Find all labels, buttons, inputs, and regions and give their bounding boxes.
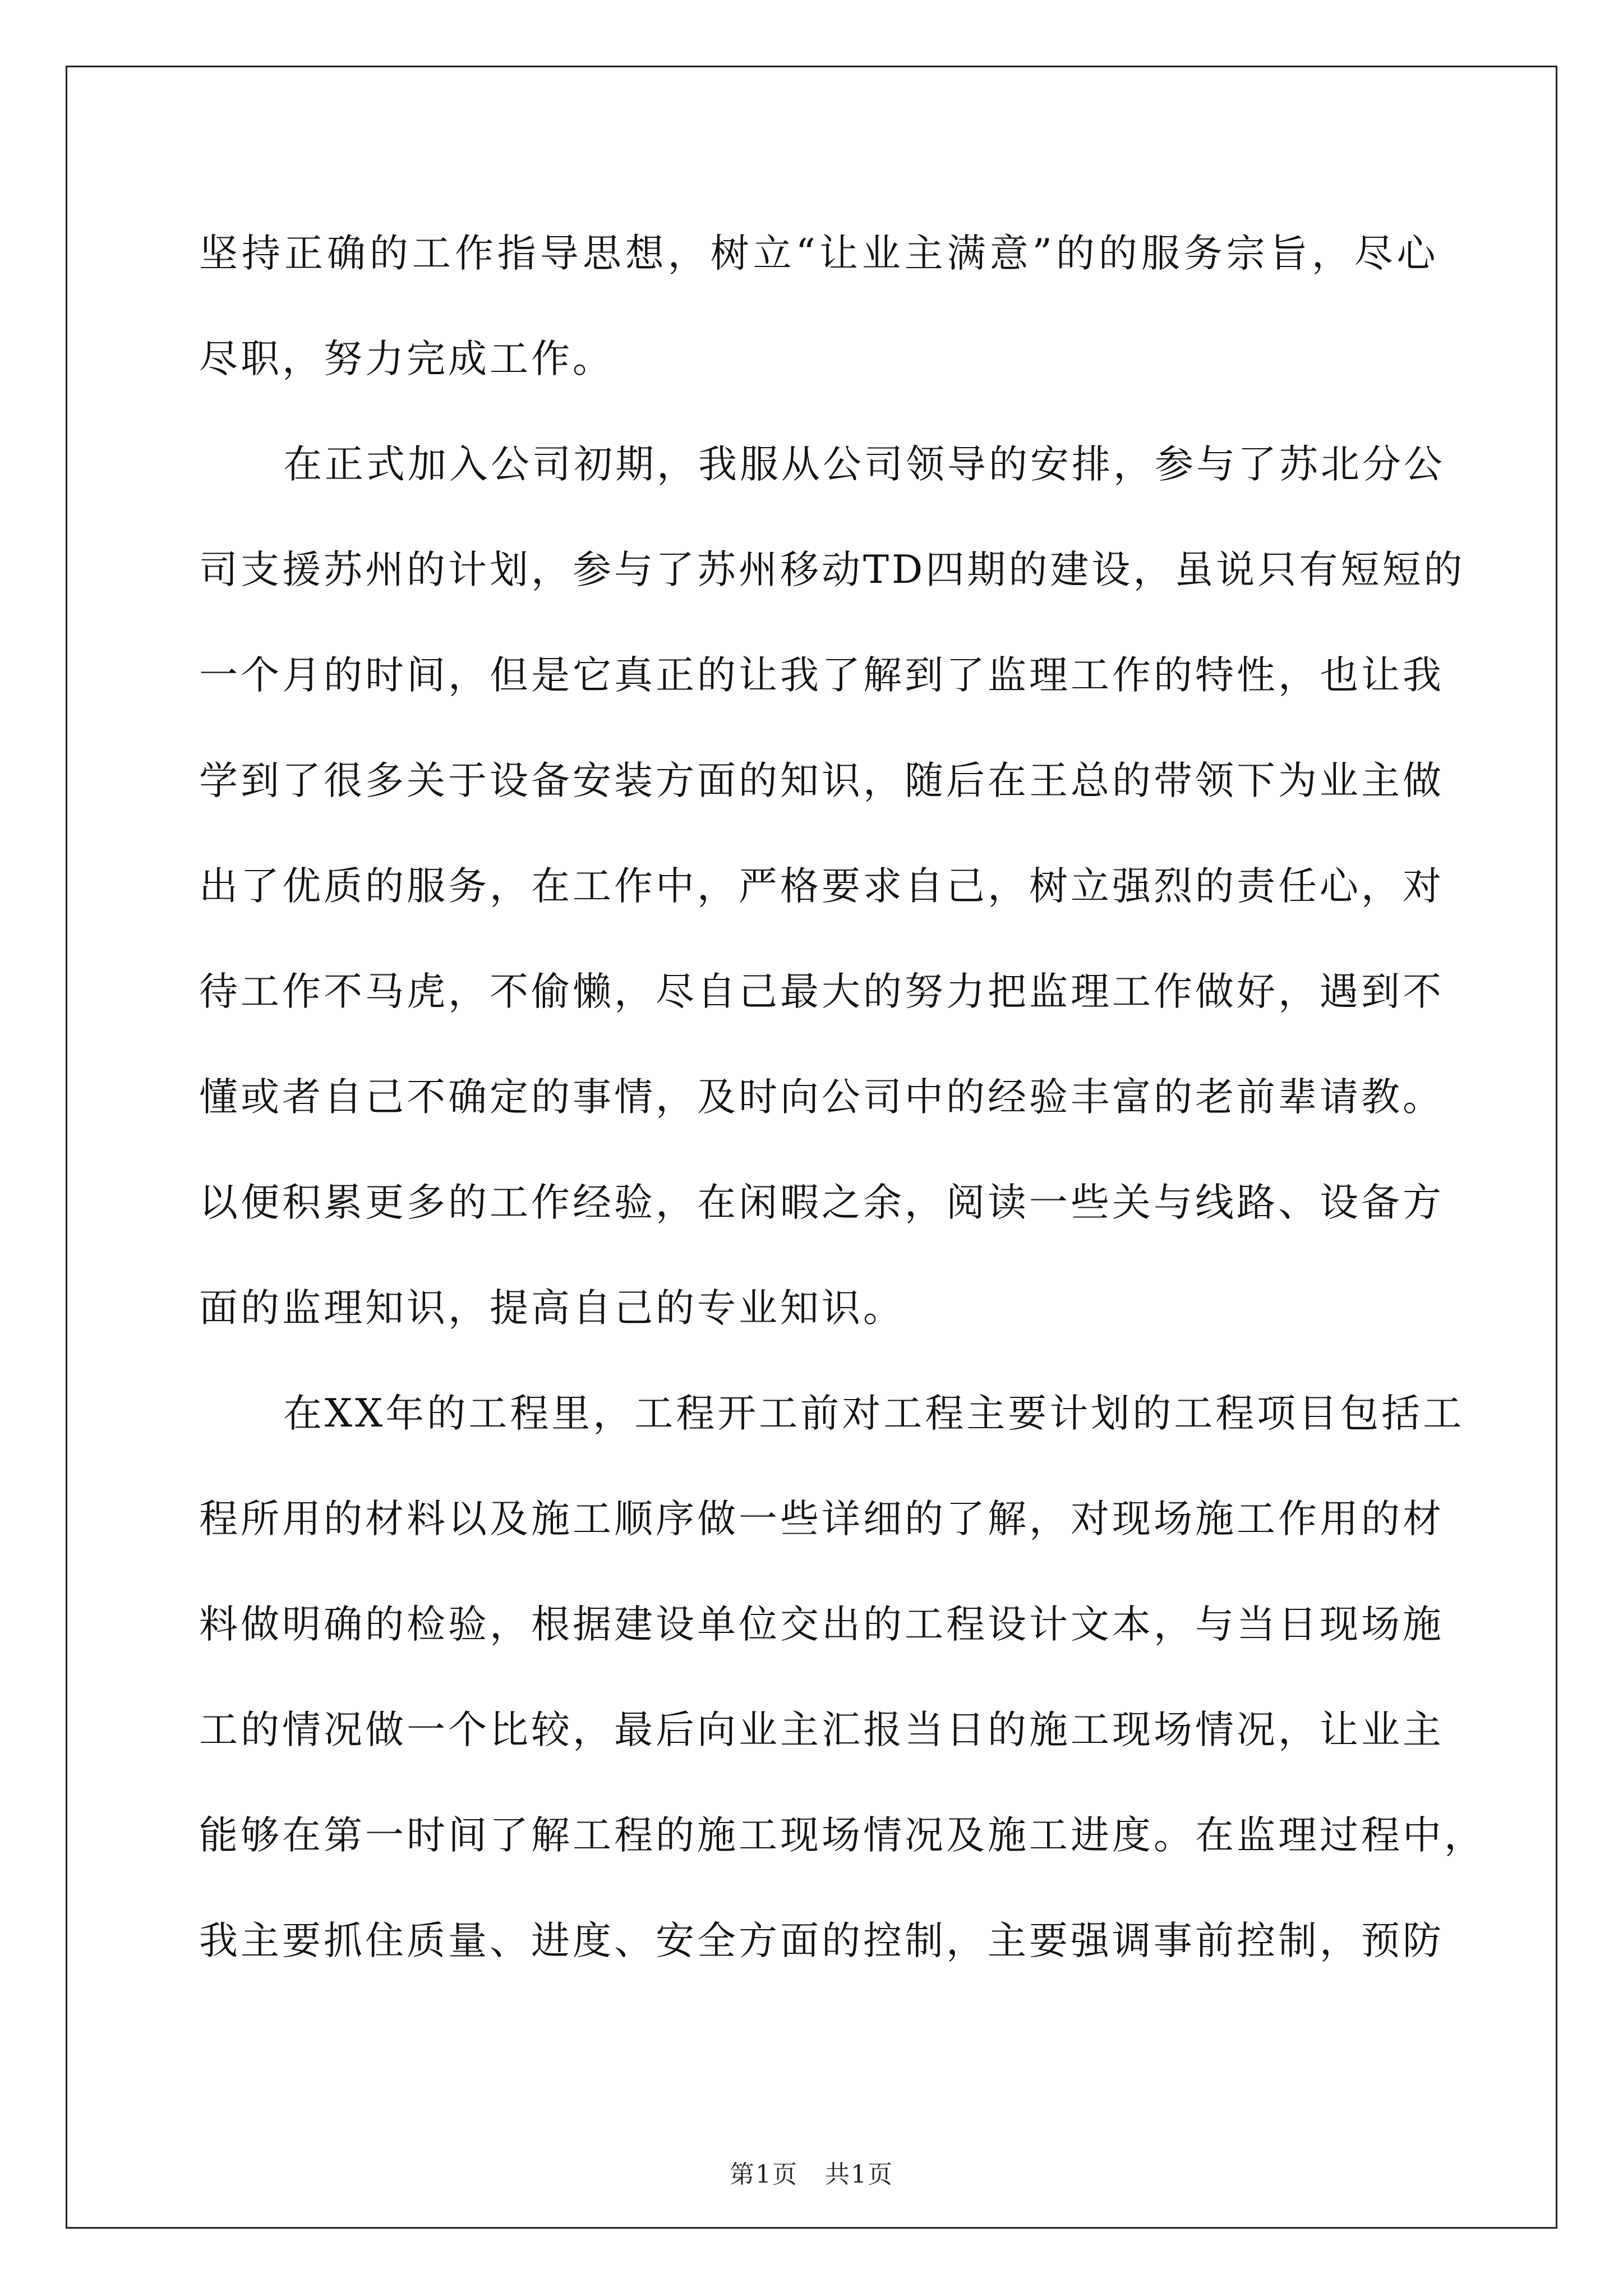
text-line: 以 便 积 累 更 多 的 工 作 经 验 ， 在 闲 暇 之 余 ， 阅 读 一 些 关 与 线 路 、 设 备 方 (199, 1180, 1444, 1225)
page-total: 共1页 (824, 2160, 893, 2189)
document-body (199, 201, 1486, 1994)
text-line: 工 的 情 况 做 一 个 比 较 ， 最 后 向 业 主 汇 报 当 日 的 施 工 现 场 情 况 ， 让 业 主 (199, 1708, 1444, 1752)
text-line: 能 够 在 第 一 时 间 了 解 工 程 的 施 工 现 场 情 况 及 施 工 进 度 。 在 监 理 过 程 中 ， (199, 1813, 1486, 1858)
text-line: 出 了 优 质 的 服 务 ， 在 工 作 中 ， 严 格 要 求 自 己 ， 树 立 强 烈 的 责 任 心 ， 对 (199, 864, 1444, 909)
text-line: 坚 持 正 确 的 工 作 指 导 思 想 ， 树 立 “ 让 业 主 满 意 ” 的 的 服 务 宗 旨 ， 尽 心 (199, 231, 1438, 276)
text-line: 我 主 要 抓 住 质 量 、 进 度 、 安 全 方 面 的 控 制 ， 主 要 强 调 事 前 控 制 ， 预 防 (199, 1918, 1444, 1963)
text-line: 程 所 用 的 材 料 以 及 施 工 顺 序 做 一 些 详 细 的 了 解 ， 对 现 场 施 工 作 用 的 材 (199, 1497, 1444, 1542)
text-line: 面的监理知识，提高自己的专业知识。 (199, 1286, 905, 1331)
text-line: 尽职，努力完成工作。 (199, 337, 614, 381)
text-line: 学 到 了 很 多 关 于 设 备 安 装 方 面 的 知 识 ， 随 后 在 王 总 的 带 领 下 为 业 主 做 (199, 758, 1444, 803)
page-footer (0, 2154, 1623, 2190)
text-line: 一 个 月 的 时 间 ， 但 是 它 真 正 的 让 我 了 解 到 了 监 理 工 作 的 特 性 ， 也 让 我 (199, 653, 1444, 698)
text-line: 待 工 作 不 马 虎 ， 不 偷 懒 ， 尽 自 己 最 大 的 努 力 把 监 理 工 作 做 好 ， 遇 到 不 (199, 969, 1444, 1014)
text-line: 料 做 明 确 的 检 验 ， 根 据 建 设 单 位 交 出 的 工 程 设 计 文 本 ， 与 当 日 现 场 施 (199, 1602, 1444, 1647)
text-line: 司 支 援 苏 州 的 计 划 ， 参 与 了 苏 州 移 动 TD 四 期 的 建 设 ， 虽 说 只 有 短 短 的 (199, 547, 1465, 592)
text-line: 懂 或 者 自 己 不 确 定 的 事 情 ， 及 时 向 公 司 中 的 经 验 丰 富 的 老 前 辈 请 教 。 (199, 1075, 1444, 1120)
page-number: 第1页 (730, 2160, 799, 2189)
text-line: 在 正 式 加 入 公 司 初 期 ， 我 服 从 公 司 领 导 的 安 排 ， 参 与 了 苏 北 分 公 (283, 442, 1445, 487)
text-line: 在 XX 年 的 工 程 里 ， 工 程 开 工 前 对 工 程 主 要 计 划 的 工 程 项 目 包 括 工 (283, 1391, 1465, 1436)
